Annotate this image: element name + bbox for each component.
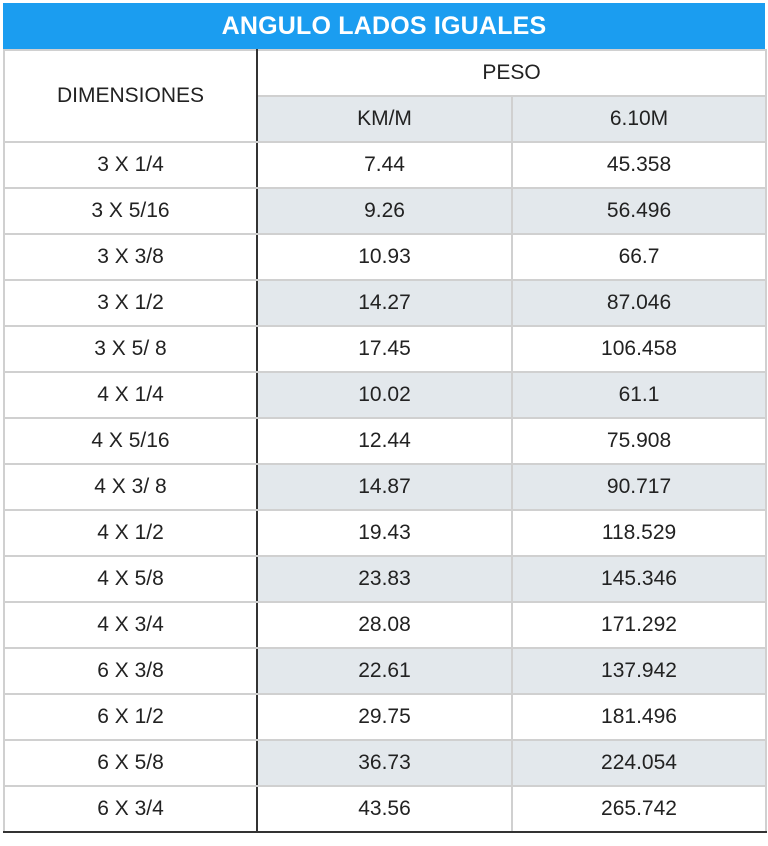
m610-cell: 61.1 [512, 372, 766, 418]
dimension-cell: 3 X 5/16 [4, 188, 257, 234]
table-row [4, 280, 766, 326]
km-m-cell: 10.93 [257, 234, 512, 280]
table-row [4, 418, 766, 464]
m610-cell: 56.496 [512, 188, 766, 234]
table-row [4, 740, 766, 786]
dimension-cell: 4 X 3/4 [4, 602, 257, 648]
m610-cell: 265.742 [512, 786, 766, 832]
km-m-cell: 36.73 [257, 740, 512, 786]
table-row [4, 464, 766, 510]
table-row [4, 234, 766, 280]
weight-table-card [3, 3, 765, 833]
m610-cell: 137.942 [512, 648, 766, 694]
table-row [4, 510, 766, 556]
km-m-cell: 17.45 [257, 326, 512, 372]
dimension-cell: 3 X 3/8 [4, 234, 257, 280]
dimension-cell: 3 X 5/ 8 [4, 326, 257, 372]
dimension-cell: 6 X 3/8 [4, 648, 257, 694]
dimension-cell: 4 X 3/ 8 [4, 464, 257, 510]
m610-cell: 224.054 [512, 740, 766, 786]
km-m-cell: 10.02 [257, 372, 512, 418]
m610-cell: 106.458 [512, 326, 766, 372]
dimension-cell: 6 X 5/8 [4, 740, 257, 786]
m610-cell: 118.529 [512, 510, 766, 556]
km-m-cell: 19.43 [257, 510, 512, 556]
table-row [4, 326, 766, 372]
km-m-cell: 23.83 [257, 556, 512, 602]
table-row [4, 556, 766, 602]
m610-cell: 90.717 [512, 464, 766, 510]
km-m-cell: 22.61 [257, 648, 512, 694]
table-title: ANGULO LADOS IGUALES [3, 3, 765, 49]
header-km-m: KM/M [257, 96, 512, 142]
dimension-cell: 4 X 5/16 [4, 418, 257, 464]
header-6-10m: 6.10M [512, 96, 766, 142]
km-m-cell: 29.75 [257, 694, 512, 740]
table-row [4, 602, 766, 648]
m610-cell: 45.358 [512, 142, 766, 188]
header-row-1 [4, 50, 766, 96]
table-row [4, 648, 766, 694]
km-m-cell: 14.87 [257, 464, 512, 510]
table-row [4, 694, 766, 740]
km-m-cell: 9.26 [257, 188, 512, 234]
dimension-cell: 4 X 1/4 [4, 372, 257, 418]
dimension-cell: 6 X 3/4 [4, 786, 257, 832]
dimension-cell: 4 X 1/2 [4, 510, 257, 556]
km-m-cell: 28.08 [257, 602, 512, 648]
header-dimensions: DIMENSIONES [4, 50, 257, 142]
table-row [4, 188, 766, 234]
table-row [4, 786, 766, 832]
table-row [4, 372, 766, 418]
m610-cell: 181.496 [512, 694, 766, 740]
table-row [4, 142, 766, 188]
weight-table [3, 49, 767, 833]
km-m-cell: 43.56 [257, 786, 512, 832]
m610-cell: 171.292 [512, 602, 766, 648]
m610-cell: 75.908 [512, 418, 766, 464]
m610-cell: 145.346 [512, 556, 766, 602]
m610-cell: 66.7 [512, 234, 766, 280]
km-m-cell: 12.44 [257, 418, 512, 464]
dimension-cell: 3 X 1/2 [4, 280, 257, 326]
dimension-cell: 4 X 5/8 [4, 556, 257, 602]
km-m-cell: 7.44 [257, 142, 512, 188]
dimension-cell: 3 X 1/4 [4, 142, 257, 188]
km-m-cell: 14.27 [257, 280, 512, 326]
header-weight: PESO [257, 50, 766, 96]
dimension-cell: 6 X 1/2 [4, 694, 257, 740]
m610-cell: 87.046 [512, 280, 766, 326]
